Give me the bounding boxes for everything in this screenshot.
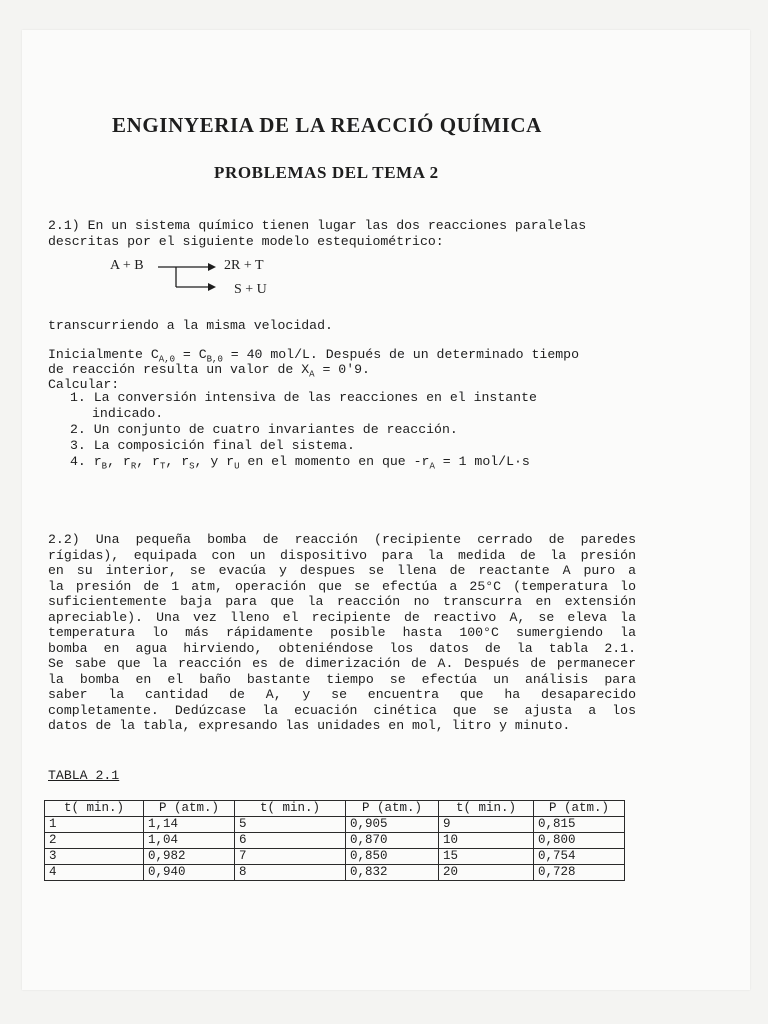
reaction-product-2: S + U [234, 282, 267, 297]
table-cell: 4 [45, 865, 144, 881]
table-row [45, 833, 625, 849]
document-subtitle: PROBLEMAS DEL TEMA 2 [214, 163, 439, 182]
table-row [45, 865, 625, 881]
reaction-arrow-2 [176, 283, 216, 291]
problem-2-line-6: apreciable). Una vez lleno el recipiente de reactivo A, se eleva la [48, 609, 636, 625]
table-cell: 8 [235, 865, 346, 881]
problem-2-line-7: temperatura lo más rápidamente posible hasta 100°C sumergiendo la [48, 625, 636, 640]
problem-1-questions-list [70, 390, 537, 475]
table-cell: 5 [235, 817, 346, 833]
problem-2-line-5: suficientemente baja para que la reacción no transcurra en extensión [48, 594, 636, 609]
problem-1-initial-conditions: Inicialmente $C_{A,0} = C_{B,0} = 40$ mol/L. Después de un determinado tiempo [48, 347, 579, 365]
table-header-cell: t( min.) [439, 801, 534, 817]
table-cell: 0,754 [534, 849, 625, 865]
problem-1-intro-line-1: 2.1) En un sistema químico tienen lugar las dos reacciones paralelas [48, 218, 587, 233]
table-cell: 3 [45, 849, 144, 865]
table-cell: 6 [235, 833, 346, 849]
table-cell: 20 [439, 865, 534, 881]
table-cell: 0,850 [346, 849, 439, 865]
problem-2-line-4: la presión de 1 atm, operación que se efectúa a 25°C (temperatura lo [48, 578, 636, 594]
problem-2-line-8: bomba en agua hirviendo, obteniéndose los datos de la tabla 2.1. [48, 640, 636, 656]
table-header-cell: P (atm.) [346, 801, 439, 817]
table-header-row [45, 801, 625, 817]
table-cell: 1 [45, 817, 144, 833]
table-row [45, 849, 625, 865]
table-cell: 0,905 [346, 817, 439, 833]
table-cell: 7 [235, 849, 346, 865]
question-1-continued: indicado. [92, 406, 164, 421]
table-cell: 15 [439, 849, 534, 865]
reaction-product-1: 2R + T [224, 258, 264, 273]
reaction-arrows-diagram [158, 258, 220, 298]
problem-1-velocity-text: transcurriendo a la misma velocidad. [48, 318, 333, 333]
table-cell: 0,815 [534, 817, 625, 833]
table-header-cell: t( min.) [235, 801, 346, 817]
table-cell: 0,982 [144, 849, 235, 865]
problem-1-conversion-value: de reacción resulta un valor de $X_A = 0'9$. [48, 362, 370, 380]
table-cell: 0,832 [346, 865, 439, 881]
problem-1-calcular-label: Calcular: [48, 377, 120, 392]
data-table [44, 800, 625, 881]
problem-2-line-10: la bomba en el baño bastante tiempo se efectúa un análisis para [48, 671, 636, 687]
problem-2-line-11: saber la cantidad de A, y se encuentra que ha desaparecido [48, 687, 636, 702]
table-label: TABLA 2.1 [48, 768, 120, 783]
table-header-cell: P (atm.) [144, 801, 235, 817]
problem-2-line-3: en su interior, se evacúa y despues se llena de reactante A puro a [48, 563, 636, 578]
problem-2-line-9: Se sabe que la reacción es de dimerización de A. Después de permanecer [48, 656, 636, 671]
problem-2-line-13: datos de la tabla, expresando las unidades en mol, litro y minuto. [48, 718, 571, 733]
table-cell: 0,728 [534, 865, 625, 881]
table-row [45, 817, 625, 833]
problem-2-line-12: completamente. Dedúzcase la ecuación cinética que se ajusta a los [48, 702, 636, 718]
table-header-cell: P (atm.) [534, 801, 625, 817]
table-cell: 9 [439, 817, 534, 833]
problem-2-line-1: 2.2) Una pequeña bomba de reacción (recipiente cerrado de paredes [48, 532, 636, 547]
problem-2-line-2: rígidas), equipada con un dispositivo para la medida de la presión [48, 547, 636, 563]
document-title: ENGINYERIA DE LA REACCIÓ QUÍMICA [112, 113, 542, 137]
table-cell: 1,04 [144, 833, 235, 849]
table-cell: 0,800 [534, 833, 625, 849]
table-cell: 10 [439, 833, 534, 849]
table-cell: 1,14 [144, 817, 235, 833]
table-cell: 2 [45, 833, 144, 849]
question-3: 3. La composición final del sistema. [70, 438, 355, 453]
table-cell: 0,940 [144, 865, 235, 881]
reaction-reactants: A + B [110, 258, 144, 273]
question-2: 2. Un conjunto de cuatro invariantes de reacción. [70, 422, 458, 437]
table-header-cell: t( min.) [45, 801, 144, 817]
question-4: 4. $r_B$, $r_R$, $r_T$, $r_S$, y $r_U$ en el momento en que $-r_A = 1$ mol/L·s [70, 454, 530, 472]
table-cell: 0,870 [346, 833, 439, 849]
problem-1-intro-line-2: descritas por el siguiente modelo estequiométrico: [48, 234, 444, 249]
reaction-arrow-1 [158, 263, 216, 271]
question-1: 1. La conversión intensiva de las reacciones en el instante [70, 390, 537, 405]
